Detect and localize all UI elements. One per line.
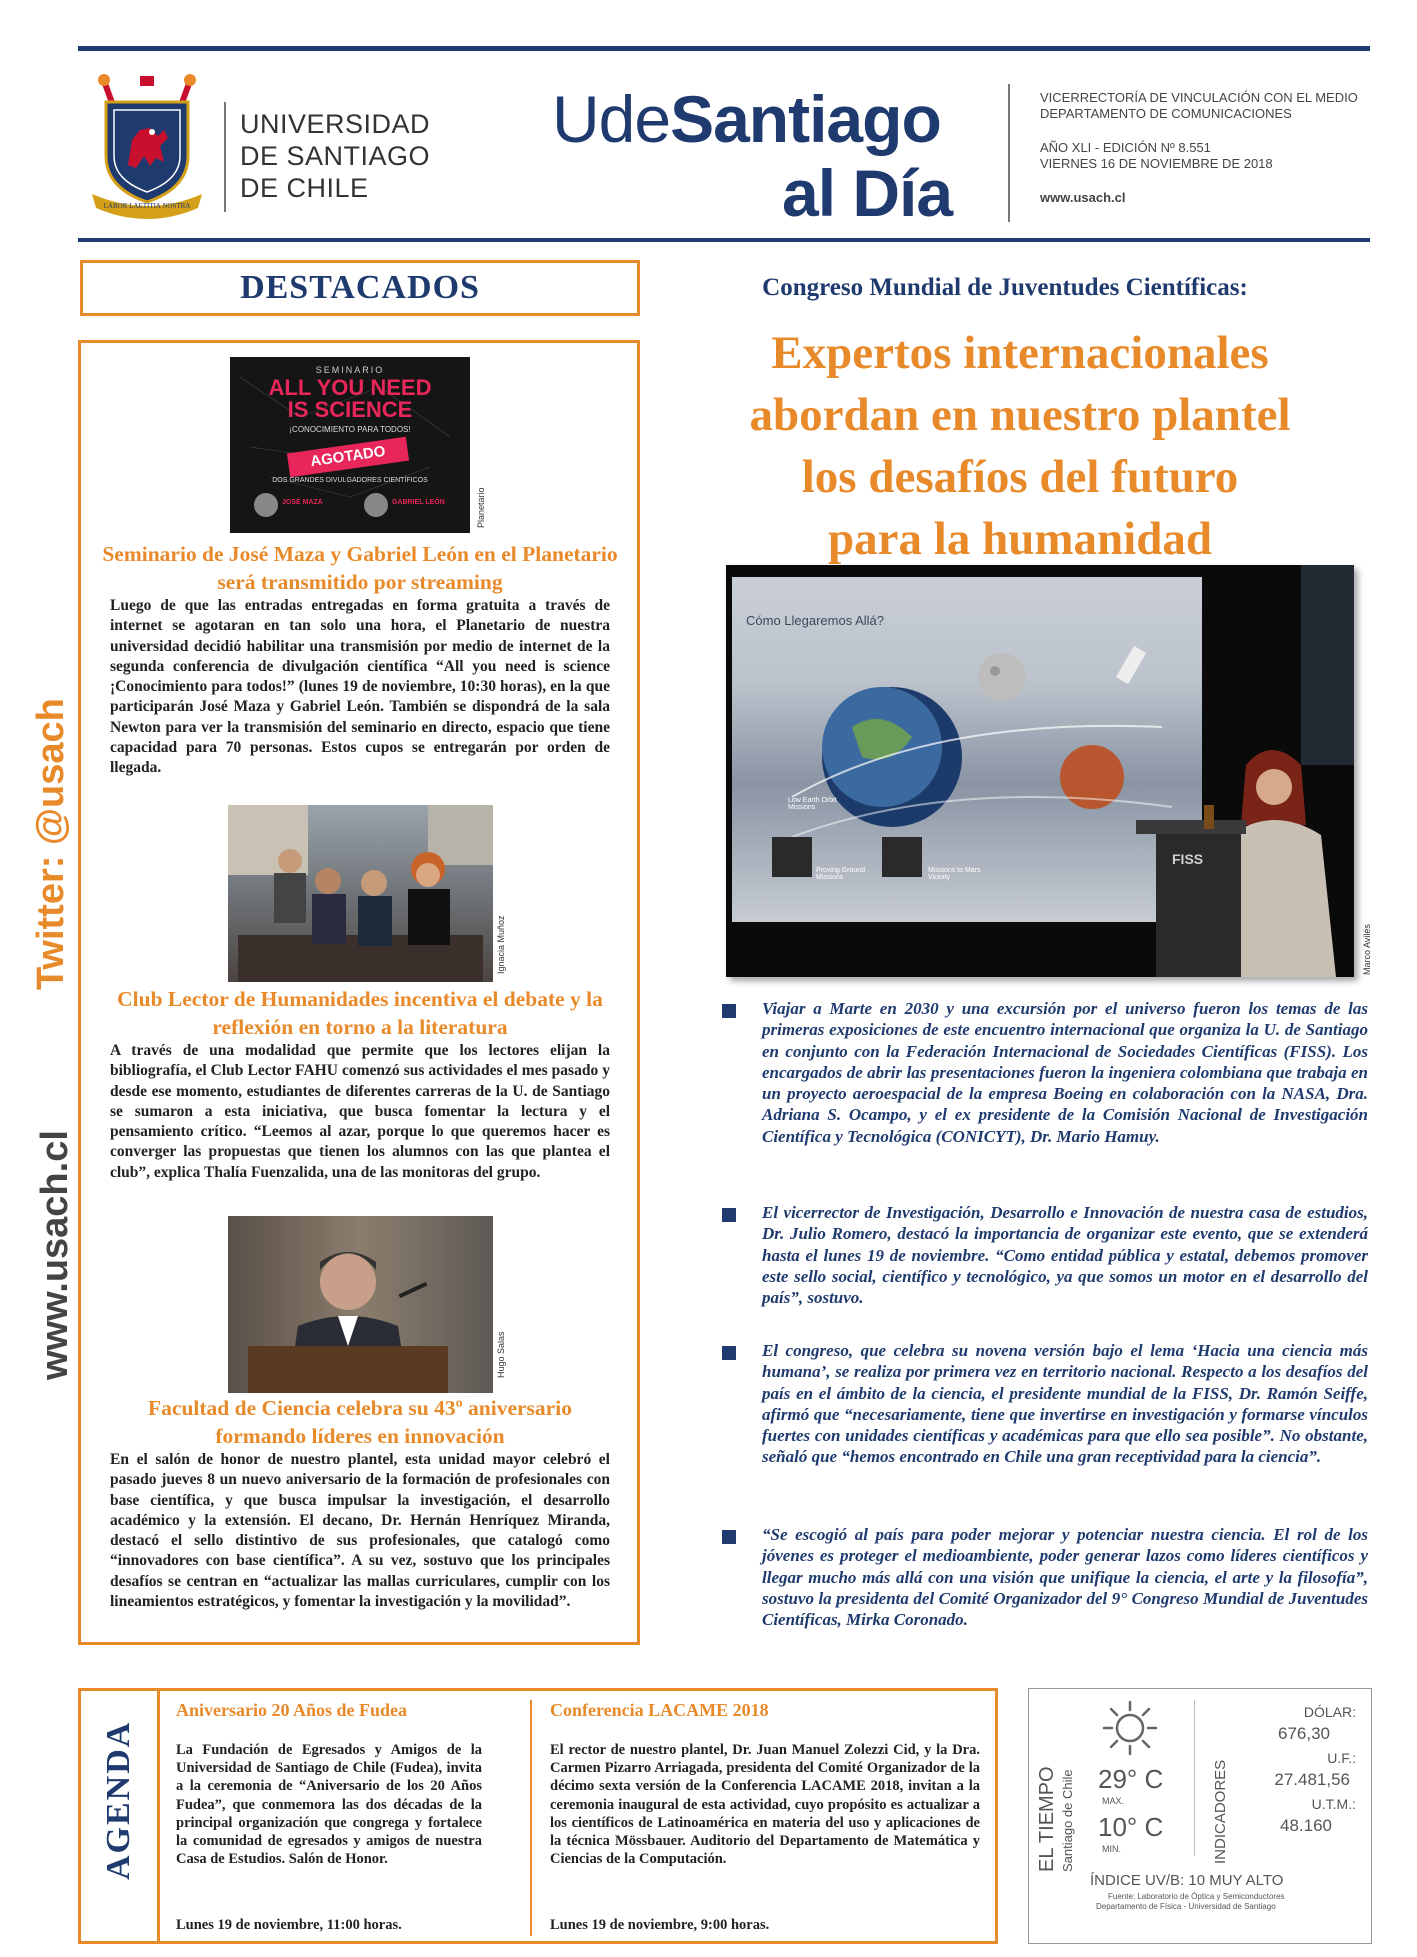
main-story-kicker: Congreso Mundial de Juventudes Científicas: bbox=[762, 274, 1248, 301]
poster-speaker: JOSÉ MAZA bbox=[282, 499, 323, 506]
university-name-line: UNIVERSIDAD bbox=[240, 109, 431, 139]
story-paragraph: “Se escogió al país para poder mejorar y potenciar nuestra ciencia. El rol de los jóvenes es proteger el medioambiente, poder generar lazos como líderes científicos y llegar mucho más allá con una visión que unifique la ciencia, el arte y la filosofía”, sostuvo la presidenta del Comité Organizador del 9° Congreso Mundial de Juventudes Científicas, Mirka Coronado. bbox=[762, 1525, 1368, 1630]
poster-title: IS SCIENCE bbox=[287, 397, 413, 422]
slide-label: Low Earth Orbit Missions bbox=[788, 797, 837, 811]
weather-divider bbox=[1194, 1700, 1195, 1856]
headline-line: abordan en nuestro plantel bbox=[749, 389, 1291, 441]
highlights-heading: DESTACADOS bbox=[240, 269, 480, 306]
utm-value: 48.160 bbox=[1280, 1816, 1332, 1835]
weather-max-temp: 29° C bbox=[1098, 1764, 1164, 1794]
highlight-title[interactable]: Club Lector de Humanidades incentiva el debate y la reflexión en torno a la literatura bbox=[117, 987, 603, 1039]
congress-main-photo bbox=[726, 565, 1354, 977]
photo-credit: Hugo Salas bbox=[496, 1331, 506, 1378]
bullet-square-icon bbox=[722, 1004, 736, 1018]
masthead-santiago: Santiago bbox=[670, 82, 941, 156]
header-department: DEPARTAMENTO DE COMUNICACIONES bbox=[1040, 106, 1292, 121]
weather-max-label: MAX. bbox=[1102, 1796, 1125, 1806]
agenda-event-body: La Fundación de Egresados y Amigos de la Universidad de Santiago de Chile (Fudea), invita a la ceremonia de “Aniversario de los 20 Años Fudea”, que conmemora las dos décadas de la principal organización que congrega y fortalece la comunidad de egresados y amigos de nuestra Casa de Estudios. Salón de Honor. bbox=[176, 1742, 482, 1868]
highlight-body: A través de una modalidad que permite que los lectores elijan la bibliografía, el Club Lector FAHU comenzó sus actividades el mes pasado y desde ese momento, estudiantes de diferentes carreras de la U. de Santiago se sumaron a esta iniciativa, que busca fomentar la lectura y el pensamiento crítico. “Leemos al azar, porque lo que queremos hacer es converger las propuestas que tienen los alumnos con las que plantea el club”, explica Thalía Fuenzalida, una de las monitoras del grupo. bbox=[110, 1042, 610, 1181]
bullet-square-icon bbox=[722, 1346, 736, 1360]
uf-value: 27.481,56 bbox=[1274, 1770, 1350, 1789]
story-paragraph: Viajar a Marte en 2030 y una excursión por el universo fueron los temas de las primeras exposiciones de este encuentro internacional que organiza la U. de Santiago en conjunto con la Federación Internacional de Sociedades Científicas (FISS). Los encargados de abrir las presentaciones fueron la ingeniera colombiana que trabaja en un proyecto aeroespacial de la empresa Boeing en colaboración con la NASA, Dra. Adriana S. Ocampo, y el ex presidente de la Comisión Nacional de Investigación Científica y Tecnológica (CONICYT), Dr. Mario Hamuy. bbox=[762, 999, 1368, 1146]
agenda-event-date: Lunes 19 de noviembre, 9:00 horas. bbox=[550, 1917, 770, 1933]
weather-source: Departamento de Física - Universidad de Santiago bbox=[1096, 1902, 1276, 1911]
slide-label: Proving Ground Missions bbox=[816, 867, 866, 881]
photo-credit: Planetario bbox=[476, 487, 486, 528]
university-name bbox=[240, 108, 430, 204]
header-edition: AÑO XLI - EDICIÓN Nº 8.551 bbox=[1040, 140, 1211, 155]
dolar-label: DÓLAR: bbox=[1303, 1704, 1356, 1720]
uf-label: U.F.: bbox=[1327, 1750, 1356, 1766]
top-rule bbox=[78, 46, 1370, 51]
header-website-link[interactable]: www.usach.cl bbox=[1040, 190, 1126, 205]
uv-index: ÍNDICE UV/B: 10 MUY ALTO bbox=[1090, 1872, 1284, 1889]
sun-icon bbox=[1102, 1700, 1158, 1756]
masthead-ude: Ude bbox=[552, 82, 671, 156]
header-bottom-rule bbox=[78, 238, 1370, 242]
poster-subtitle: ¡CONOCIMIENTO PARA TODOS! bbox=[289, 425, 411, 434]
poster-label: SEMINARIO bbox=[315, 365, 385, 375]
headline-line: Expertos internacionales bbox=[771, 327, 1269, 379]
story-paragraph: El vicerrector de Investigación, Desarrollo e Innovación de nuestra casa de estudios, Dr. Julio Romero, destacó la importancia de organizar este evento, que se extenderá hasta el lunes 19 de noviembre. “Como entidad pública y estatal, debemos promover este sello social, científico y tecnológico, ya que somos un motor en el desarrollo del país”, sostuvo. bbox=[762, 1203, 1368, 1308]
poster-speakers: DOS GRANDES DIVULGADORES CIENTÍFICOS bbox=[272, 477, 428, 484]
agenda-label: AGENDA bbox=[100, 1720, 137, 1880]
indicators-label: INDICADORES bbox=[1212, 1759, 1229, 1864]
bullet-square-icon bbox=[722, 1530, 736, 1544]
photo-credit: Ignacia Muñoz bbox=[496, 915, 506, 974]
university-name-line: DE SANTIAGO bbox=[240, 141, 431, 171]
weather-min-temp: 10° C bbox=[1098, 1812, 1164, 1842]
photo-credit: Marco Avilés bbox=[1362, 924, 1372, 975]
masthead-divider bbox=[1008, 84, 1010, 222]
main-story-headline[interactable] bbox=[680, 322, 1360, 570]
svg-text:LABOR LAETITIA NOSTRA: LABOR LAETITIA NOSTRA bbox=[103, 202, 191, 210]
twitter-handle[interactable]: Twitter: @usach bbox=[30, 698, 72, 990]
podium-logo: FISS bbox=[1172, 851, 1204, 867]
weather-label: EL TIEMPO bbox=[1036, 1766, 1058, 1872]
header-vicerrectoria: VICERRECTORÍA DE VINCULACIÓN CON EL MEDIO bbox=[1040, 90, 1358, 105]
bullet-square-icon bbox=[722, 1208, 736, 1222]
highlights-heading-box bbox=[80, 260, 640, 316]
headline-line: para la humanidad bbox=[828, 513, 1212, 565]
university-divider bbox=[224, 102, 226, 212]
slide-title: Cómo Llegaremos Allá? bbox=[746, 613, 885, 628]
university-name-line: DE CHILE bbox=[240, 173, 369, 203]
university-crest-icon bbox=[88, 70, 206, 220]
poster-title: ALL YOU NEED bbox=[268, 375, 432, 400]
highlight-title[interactable]: Facultad de Ciencia celebra su 43º aniversario formando líderes en innovación bbox=[148, 1396, 572, 1448]
website-vertical[interactable]: www.usach.cl bbox=[34, 1130, 76, 1380]
highlight-body: Luego de que las entradas entregadas en forma gratuita a través de internet se agotaran en tan solo una hora, el Planetario de nuestra universidad decidió habilitar una transmisión por medio de internet de la segunda conferencia de divulgación científica “All you need is science ¡Conocimiento para todos!” (lunes 19 de noviembre, 10:30 horas), en la que participarán José Maza y Gabriel León. También se dispondrá de la sala Newton para ver la transmisión del seminario en directo, espacio que tiene capacidad para 70 personas. Estos cupos se entregarán por orden de llegada. bbox=[110, 597, 610, 777]
book-club-photo bbox=[228, 805, 493, 982]
utm-label: U.T.M.: bbox=[1311, 1796, 1356, 1812]
dolar-value: 676,30 bbox=[1278, 1724, 1330, 1743]
story-paragraph: El congreso, que celebra su novena versión bajo el lema ‘Hacia una ciencia más humana’, se realiza por primera vez en territorio nacional. Respecto a los desafíos del país en el ámbito de la ciencia, el presidente mundial de la FISS, Dr. Ramón Seiffe, afirmó que “necesariamente, tiene que invertirse en investigación y formarse vínculos fuertes con unidades científicas y académicas para que ello sea posible”. No obstante, señaló que “hemos encontrado en Chile una gran receptividad para la ciencia”. bbox=[762, 1341, 1368, 1467]
dean-speech-photo bbox=[228, 1216, 493, 1393]
weather-location: Santiago de Chile bbox=[1060, 1769, 1075, 1872]
masthead-subtitle: al Día bbox=[782, 156, 953, 230]
seminar-poster-image bbox=[230, 357, 470, 533]
weather-min-label: MIN. bbox=[1102, 1844, 1121, 1854]
headline-line: los desafíos del futuro bbox=[801, 451, 1239, 503]
agenda-event-date: Lunes 19 de noviembre, 11:00 horas. bbox=[176, 1917, 402, 1933]
masthead-title bbox=[552, 84, 941, 154]
agenda-event-title[interactable]: Aniversario 20 Años de Fudea bbox=[176, 1700, 408, 1720]
agenda-event-body: El rector de nuestro plantel, Dr. Juan Manuel Zolezzi Cid, y la Dra. Carmen Pizarro Arriagada, presidenta del Comité Organizador de la décimo sexta versión de la Conferencia LACAME 2018, invitan a la ceremonia inaugural de esta actividad, cuyo propósito es actualizar a los científicos de Latinoamérica en materia del uso y aplicaciones de la técnica Mössbauer. Auditorio del Departamento de Matemática y Ciencias de la Computación. bbox=[550, 1742, 980, 1868]
header-date: VIERNES 16 DE NOVIEMBRE DE 2018 bbox=[1040, 156, 1273, 171]
agenda-event-title[interactable]: Conferencia LACAME 2018 bbox=[550, 1700, 769, 1720]
highlight-title[interactable]: Seminario de José Maza y Gabriel León en el Planetario será transmitido por streaming bbox=[102, 542, 618, 594]
highlight-body: En el salón de honor de nuestro plantel, esta unidad mayor celebró el pasado jueves 8 un nuevo aniversario de la formación de profesionales con base científica, y que busca impulsar la investigación, el desarrollo académico y la extensión. El decano, Dr. Hernán Henríquez Miranda, destacó el sello distintivo de sus profesionales, que catalogó como “innovadores con base científica”. A su vez, sostuvo que los principales desafíos se centran en “actualizar las mallas curriculares, cumplir con los lineamientos estratégicos, y fomentar la investigación y la movilidad”. bbox=[110, 1451, 610, 1611]
agenda-divider bbox=[530, 1700, 532, 1936]
poster-sold-out-stamp: AGOTADO bbox=[287, 437, 409, 477]
slide-label: Missions to Mars Vicinity bbox=[928, 867, 981, 881]
poster-speaker: GABRIEL LEÓN bbox=[392, 499, 445, 506]
weather-source: Fuente: Laboratorio de Óptica y Semiconductores bbox=[1108, 1892, 1285, 1901]
